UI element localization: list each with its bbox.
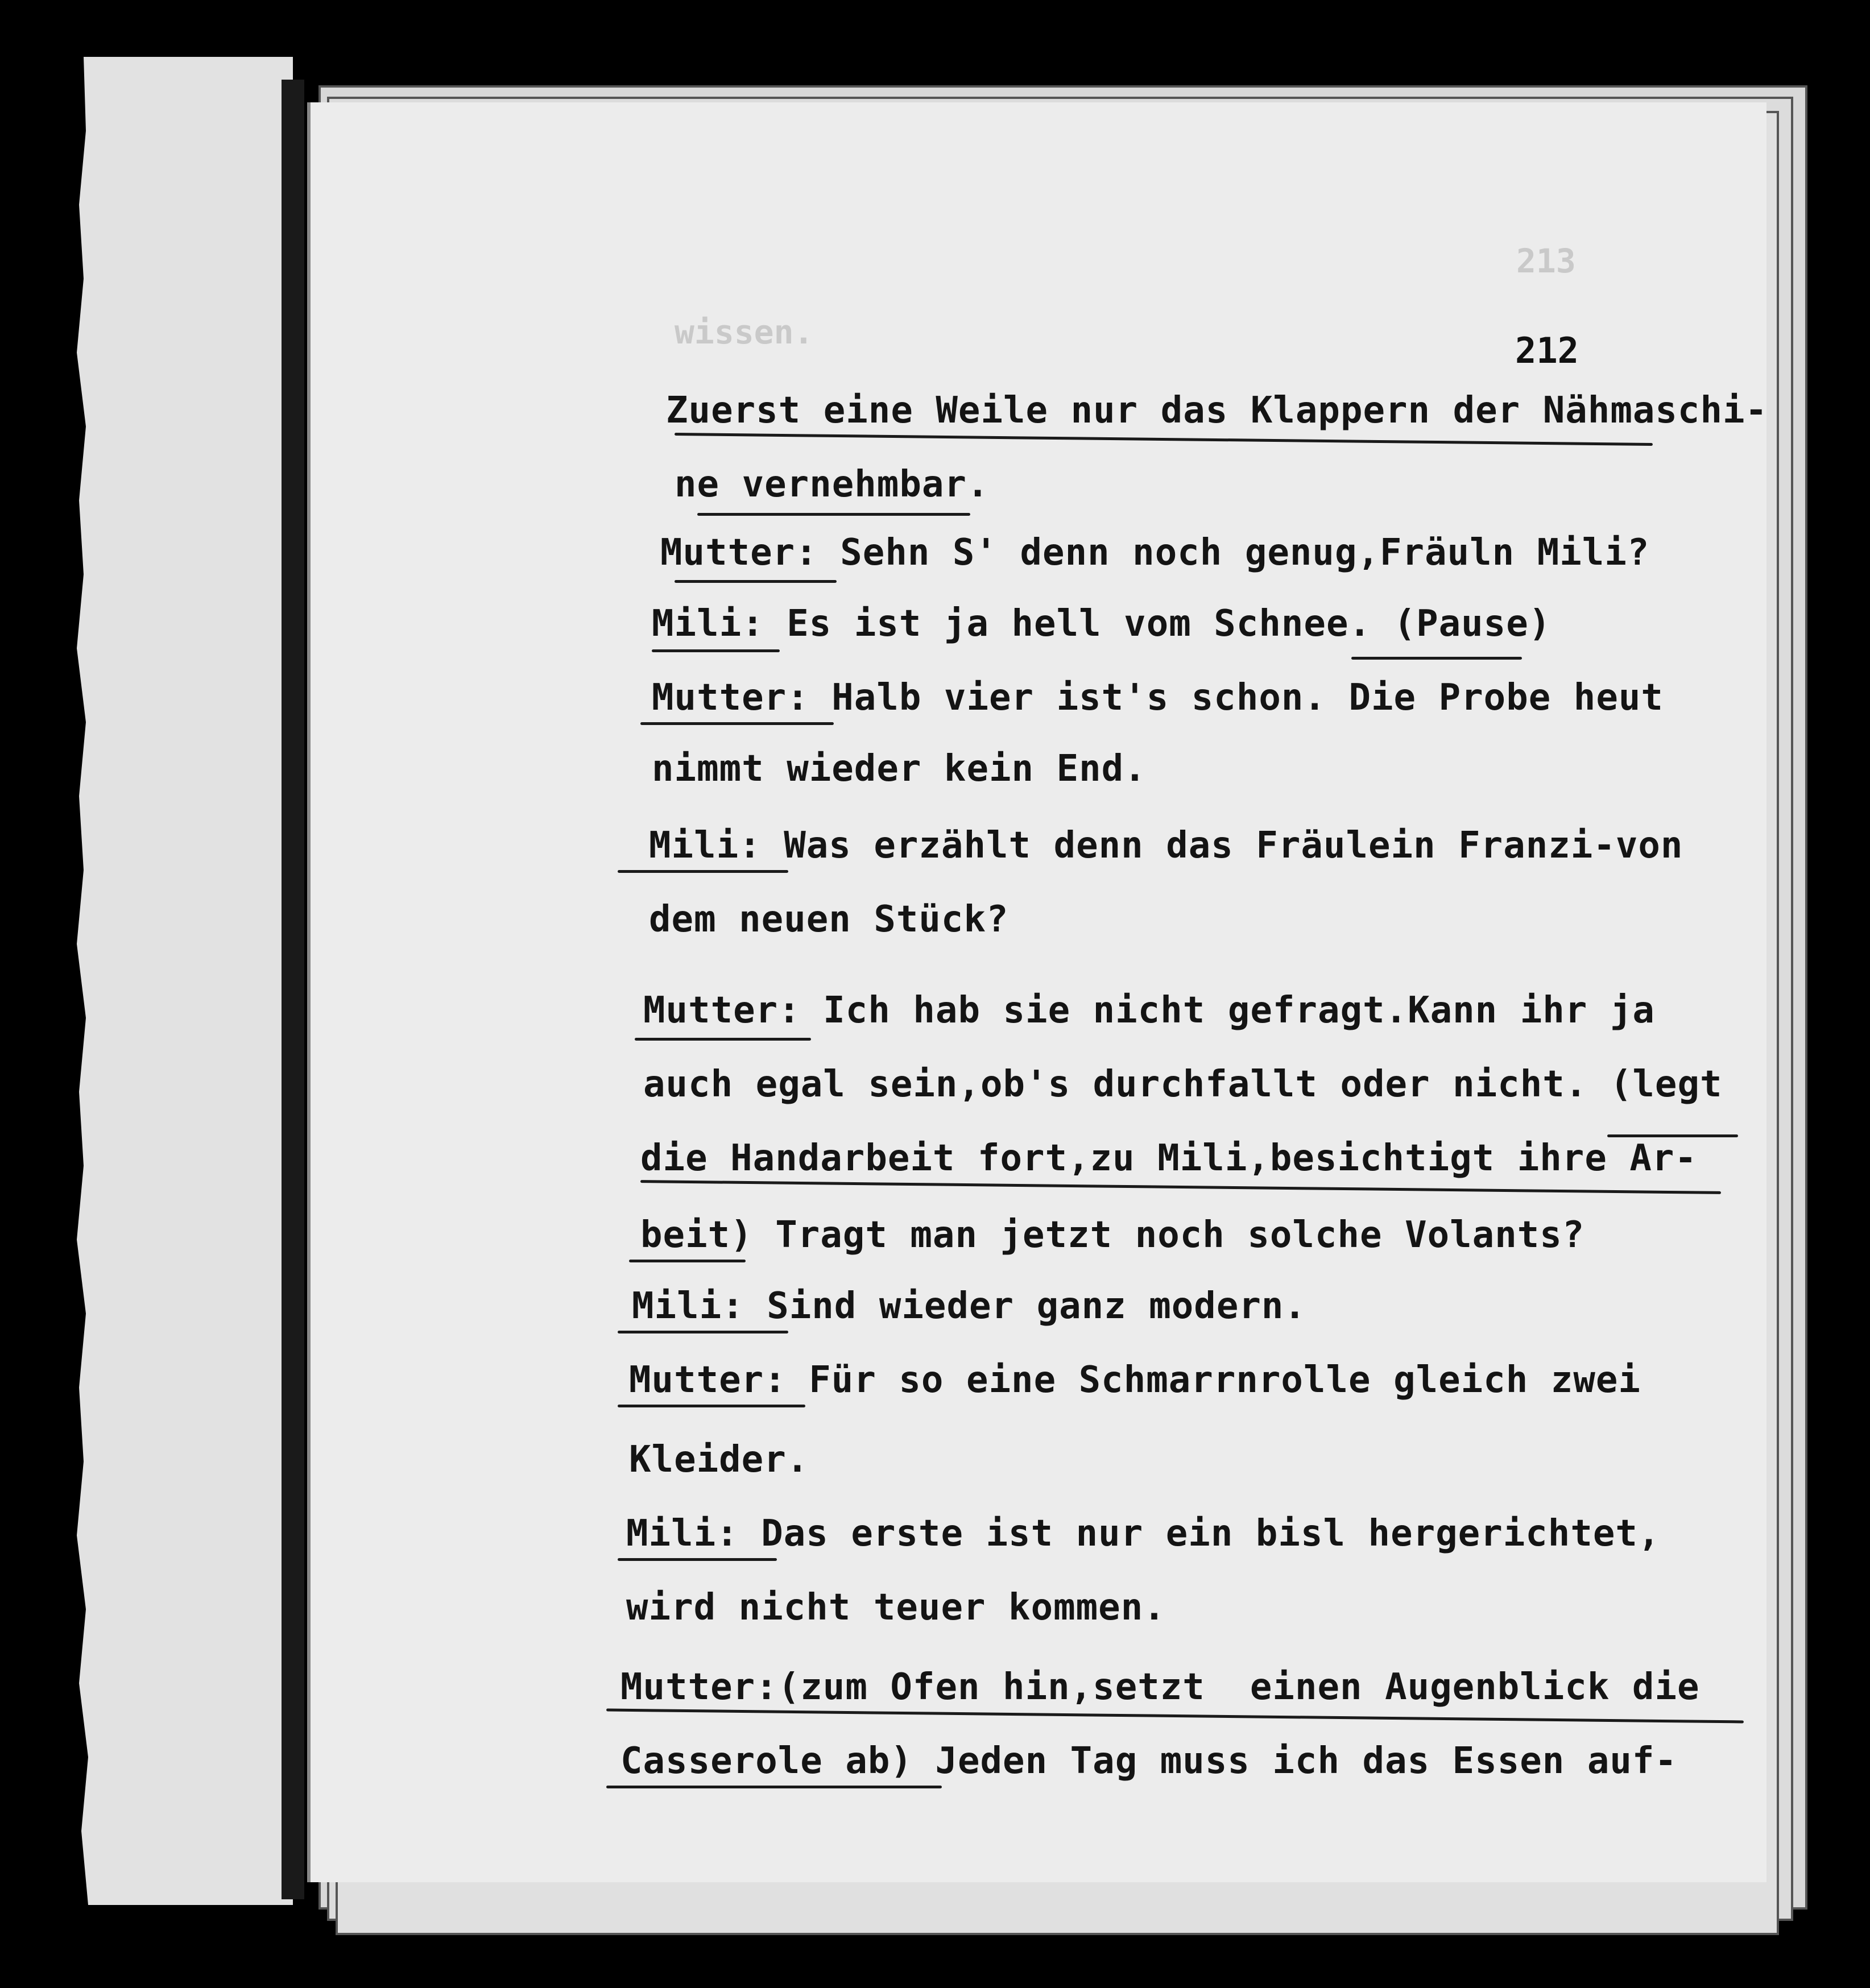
text-line: Mutter: Für so eine Schmarrnrolle gleich zwei	[629, 1359, 1641, 1401]
underline	[606, 1709, 1744, 1724]
underline	[675, 433, 1653, 446]
text-line: Mutter: Ich hab sie nicht gefragt.Kann ihr ja	[643, 989, 1655, 1032]
underline	[629, 1260, 746, 1262]
text-line: nimmt wieder kein End.	[652, 748, 1147, 790]
text-line: Mutter:(zum Ofen hin,setzt einen Augenblick die	[620, 1666, 1700, 1708]
underline	[618, 870, 788, 873]
underline	[652, 649, 780, 652]
underline	[618, 1405, 805, 1407]
binding-strip	[65, 57, 293, 1905]
page-number: 212	[1515, 330, 1579, 371]
text-line: auch egal sein,ob's durchfallt oder nicht. (legt	[643, 1063, 1723, 1105]
text-line: Kleider.	[629, 1439, 809, 1481]
underline	[635, 1038, 811, 1041]
text-line: Mutter: Sehn S' denn noch genug,Fräuln Mili?	[660, 532, 1650, 574]
text-line: Mili: Es ist ja hell vom Schnee. (Pause)	[652, 603, 1552, 645]
text-line: ne vernehmbar.	[675, 463, 990, 506]
underline	[618, 1331, 788, 1333]
text-line: Casserole ab) Jeden Tag muss ich das Essen auf-	[620, 1740, 1677, 1782]
text-line: Mili: Was erzählt denn das Fräulein Franzi-von	[649, 825, 1683, 867]
text-line: beit) Tragt man jetzt noch solche Volants?	[640, 1214, 1585, 1256]
underline	[640, 1180, 1721, 1194]
underline	[697, 513, 970, 516]
text-line: Mili: Das erste ist nur ein bisl hergerichtet,	[626, 1513, 1661, 1555]
text-line: Zuerst eine Weile nur das Klappern der Nähmaschi-	[666, 390, 1768, 432]
underline	[675, 580, 837, 583]
typescript-page	[307, 102, 1766, 1882]
underline	[640, 722, 834, 725]
text-line: dem neuen Stück?	[649, 898, 1009, 941]
text-line: Mutter: Halb vier ist's schon. Die Probe heut	[652, 677, 1664, 719]
bleed-through-word: wissen.	[675, 313, 814, 351]
underline	[606, 1786, 942, 1788]
text-line: wird nicht teuer kommen.	[626, 1587, 1166, 1629]
text-line: Mili: Sind wieder ganz modern.	[632, 1285, 1306, 1327]
underline	[618, 1558, 777, 1561]
underline	[1351, 657, 1522, 660]
text-line: die Handarbeit fort,zu Mili,besichtigt ihre Ar-	[640, 1137, 1697, 1179]
bleed-through-number: 213	[1516, 242, 1576, 280]
binding-spine	[282, 80, 304, 1899]
